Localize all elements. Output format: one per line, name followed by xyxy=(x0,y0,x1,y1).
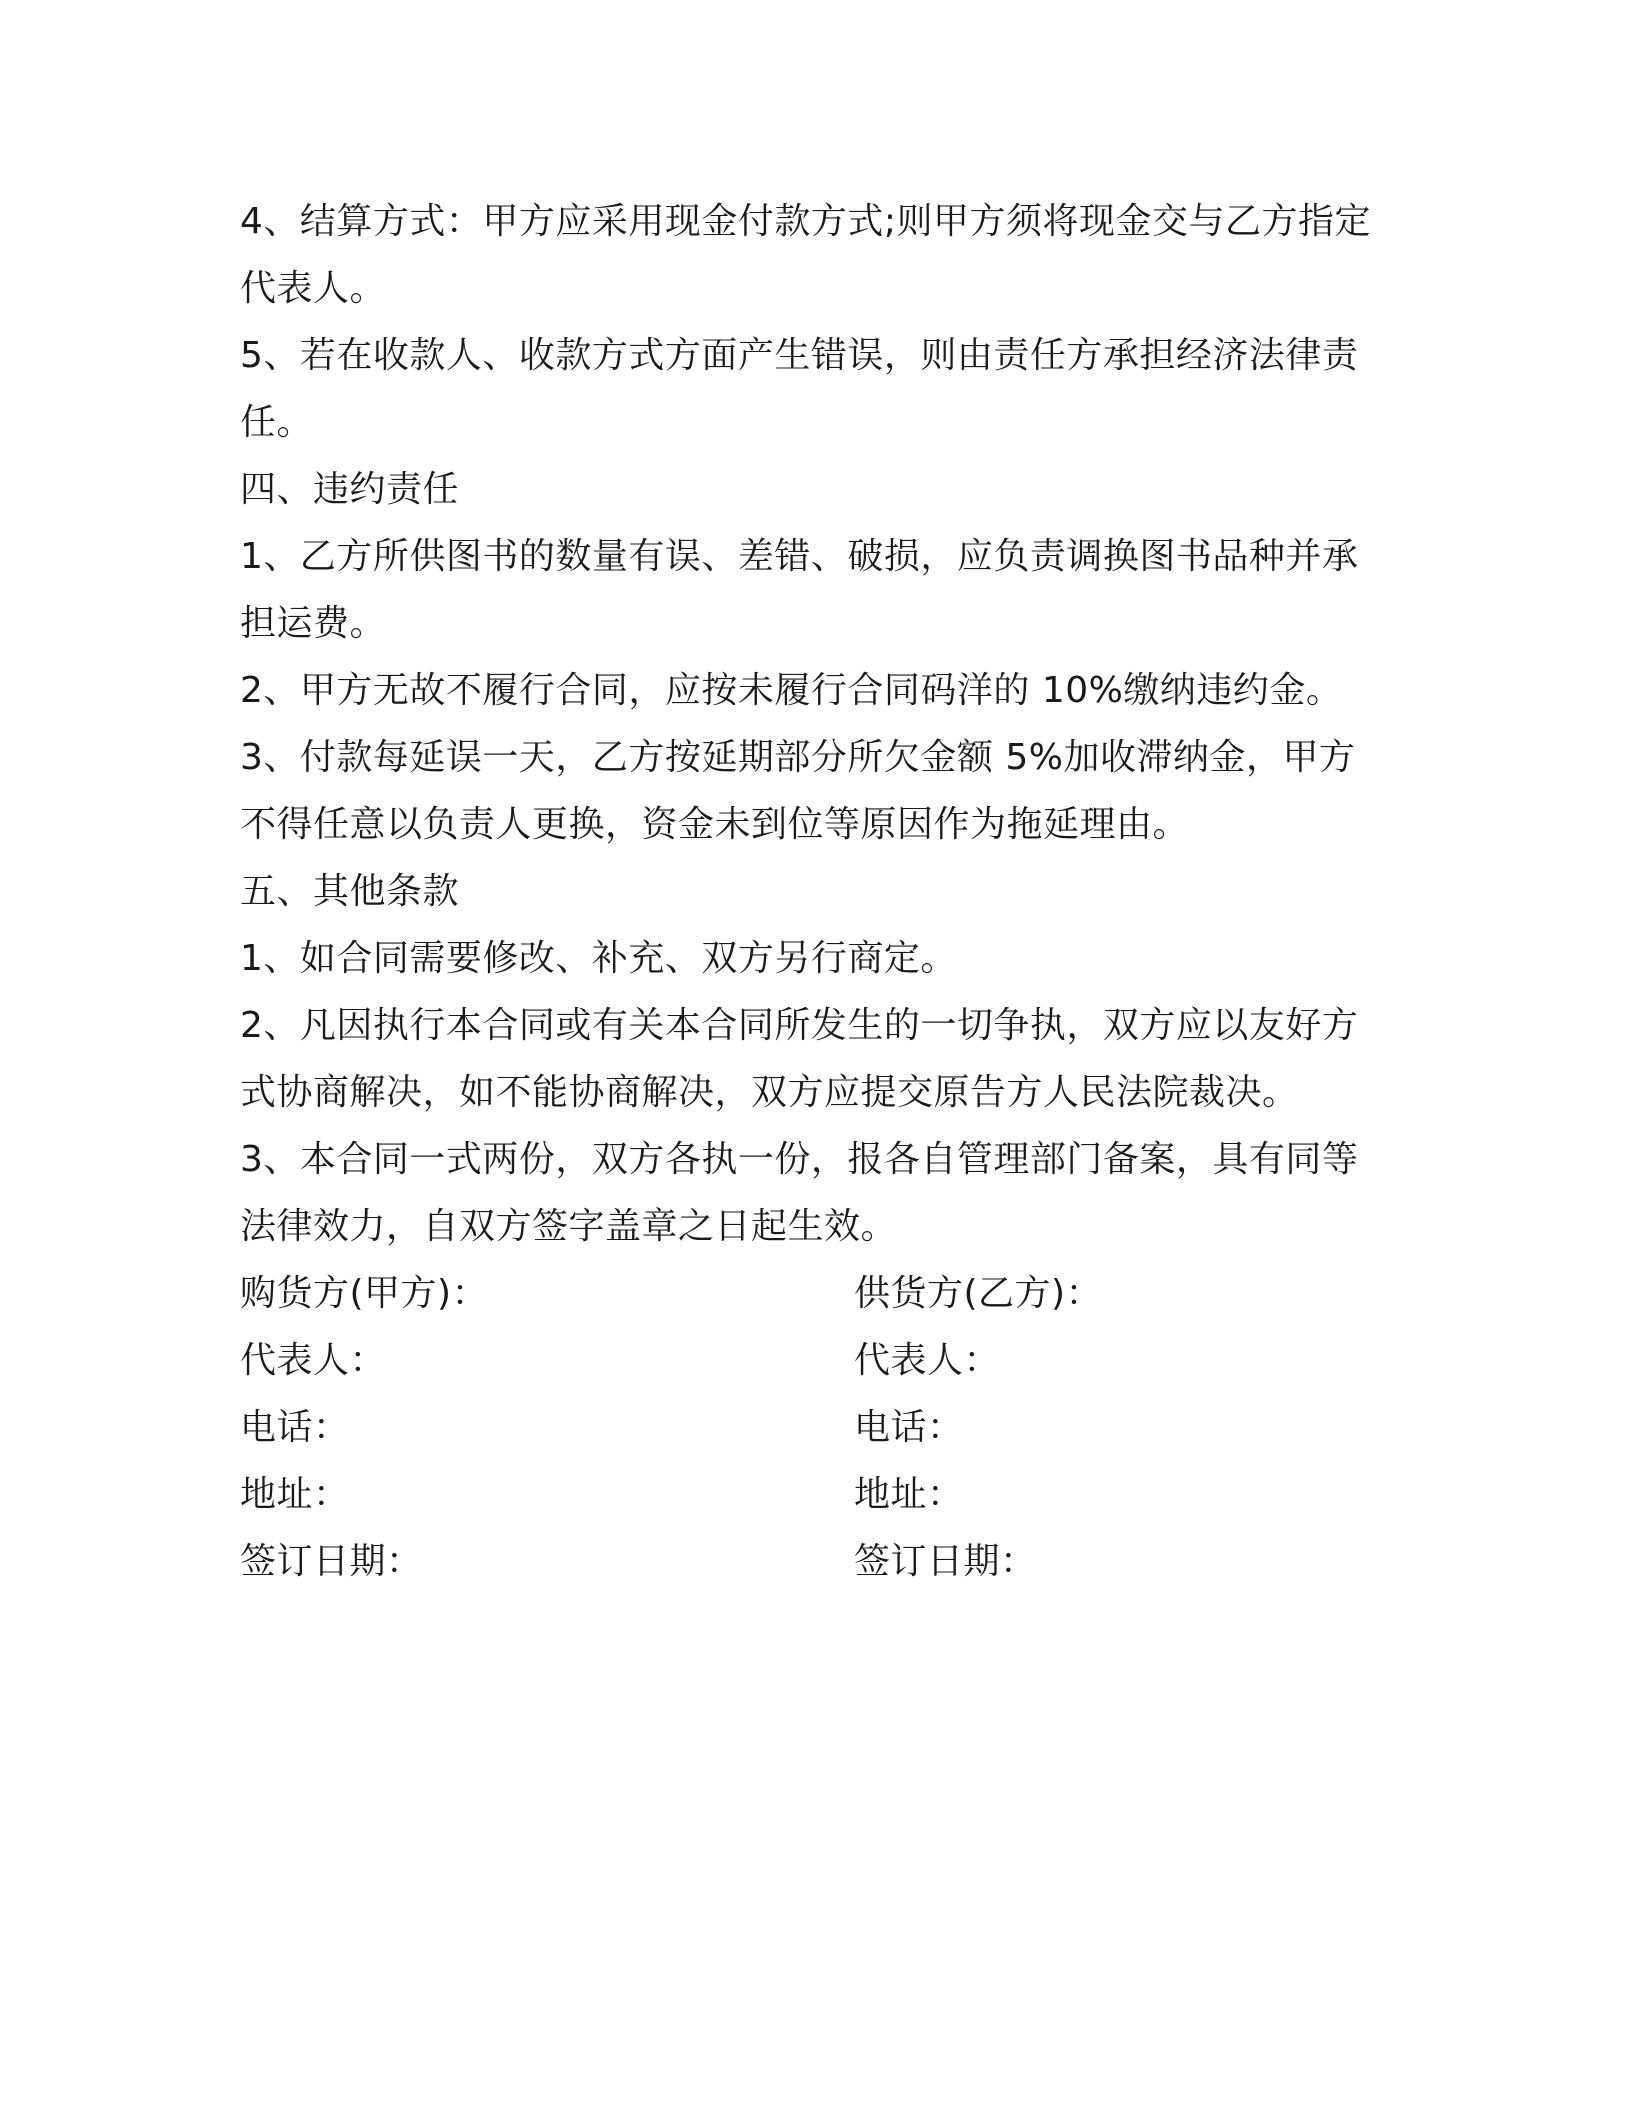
signature-row-representative xyxy=(240,1327,1388,1394)
buyer-party-label: 购货方(甲方)： xyxy=(240,1273,489,1314)
document-body xyxy=(240,188,1388,1595)
buyer-phone-label: 电话： xyxy=(240,1407,350,1448)
signature-row-date xyxy=(240,1528,1388,1595)
supplier-phone-label: 电话： xyxy=(854,1407,964,1448)
clause-payment-error: 5、若在收款人、收款方式方面产生错误，则由责任方承担经济法律责任。 xyxy=(240,335,1359,443)
buyer-representative-label: 代表人： xyxy=(240,1340,387,1381)
clause-other-copies: 3、本合同一式两份，双方各执一份，报各自管理部门备案，具有同等法律效力，自双方签字盖章之日起生效。 xyxy=(240,1139,1359,1247)
clause-other-amendment: 1、如合同需要修改、补充、双方另行商定。 xyxy=(240,938,957,979)
supplier-address-label: 地址： xyxy=(854,1474,964,1515)
section-heading-breach: 四、违约责任 xyxy=(240,469,460,510)
section-heading-other: 五、其他条款 xyxy=(240,871,460,912)
clause-breach-nonperformance: 2、甲方无故不履行合同，应按未履行合同码洋的 10%缴纳违约金。 xyxy=(240,670,1343,711)
supplier-party-label: 供货方(乙方)： xyxy=(854,1273,1103,1314)
signature-row-phone xyxy=(240,1394,1388,1461)
buyer-signing-date-label: 签订日期： xyxy=(240,1541,423,1582)
clause-breach-late-payment: 3、付款每延误一天，乙方按延期部分所欠金额 5%加收滞纳金，甲方不得任意以负责人更换，资金未到位等原因作为拖延理由。 xyxy=(240,737,1356,845)
buyer-address-label: 地址： xyxy=(240,1474,350,1515)
clause-breach-books: 1、乙方所供图书的数量有误、差错、破损，应负责调换图书品种并承担运费。 xyxy=(240,536,1359,644)
clause-settlement-method: 4、结算方式：甲方应采用现金付款方式;则甲方须将现金交与乙方指定代表人。 xyxy=(240,201,1372,309)
signature-row-address xyxy=(240,1461,1388,1528)
supplier-representative-label: 代表人： xyxy=(854,1340,1001,1381)
signature-block xyxy=(240,1260,1388,1595)
supplier-signing-date-label: 签订日期： xyxy=(854,1541,1037,1582)
clause-other-dispute: 2、凡因执行本合同或有关本合同所发生的一切争执，双方应以友好方式协商解决，如不能协商解决，双方应提交原告方人民法院裁决。 xyxy=(240,1005,1359,1113)
signature-row-party xyxy=(240,1260,1388,1327)
